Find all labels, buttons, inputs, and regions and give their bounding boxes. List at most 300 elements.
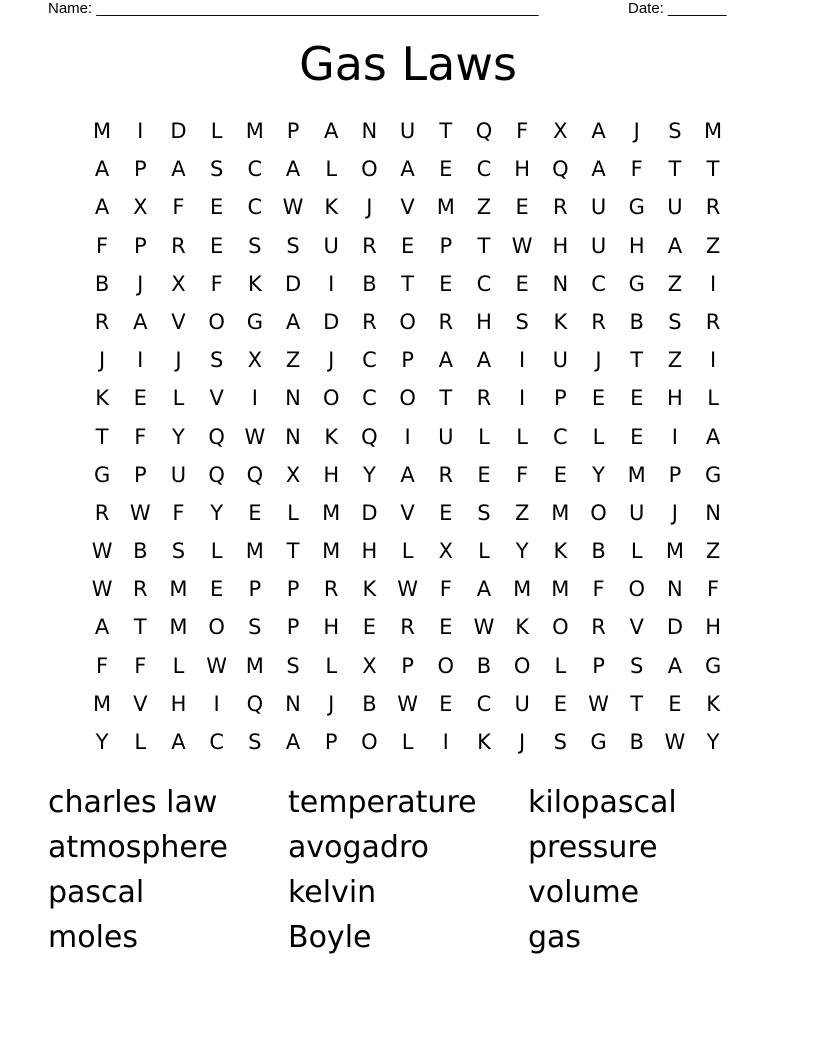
- grid-letter: T: [630, 691, 644, 716]
- grid-letter: S: [668, 309, 682, 334]
- grid-letter: S: [286, 233, 300, 258]
- grid-letter: A: [133, 309, 148, 334]
- grid-letter: A: [667, 653, 683, 678]
- grid-letter: V: [209, 386, 224, 411]
- word-bank-item: volume: [528, 875, 640, 910]
- grid-letter: I: [442, 730, 449, 754]
- grid-letter: K: [324, 195, 339, 220]
- grid-letter: A: [171, 157, 186, 182]
- word-bank-item: pascal: [48, 875, 145, 910]
- grid-letter: H: [667, 386, 683, 411]
- grid-letter: N: [361, 119, 378, 143]
- grid-letter: B: [94, 271, 110, 296]
- date-field-line: Date: _______: [628, 0, 727, 17]
- grid-letter: S: [171, 539, 186, 564]
- grid-letter: L: [210, 119, 223, 143]
- grid-letter: S: [553, 730, 568, 754]
- grid-letter: B: [591, 539, 606, 564]
- grid-letter: E: [439, 500, 453, 525]
- grid-letter: Y: [210, 500, 224, 525]
- grid-letter: O: [552, 615, 569, 640]
- grid-letter: N: [552, 271, 569, 296]
- grid-letter: Y: [362, 462, 376, 487]
- grid-row: [83, 188, 733, 226]
- grid-letter: R: [591, 309, 606, 334]
- grid-letter: Z: [667, 348, 683, 373]
- grid-letter: J: [633, 119, 640, 143]
- grid-letter: Q: [552, 157, 569, 182]
- grid-letter: O: [399, 309, 416, 334]
- grid-letter: K: [362, 577, 377, 602]
- grid-row: [83, 418, 733, 456]
- grid-letter: L: [554, 653, 567, 678]
- grid-letter: J: [175, 348, 182, 373]
- grid-letter: T: [401, 271, 414, 296]
- grid-letter: G: [704, 653, 722, 678]
- grid-letter: H: [476, 309, 492, 334]
- grid-letter: U: [323, 233, 339, 258]
- grid-letter: E: [477, 462, 491, 487]
- grid-letter: P: [324, 730, 338, 754]
- grid-letter: J: [595, 348, 602, 373]
- grid-letter: F: [134, 653, 147, 678]
- grid-letter: W: [206, 653, 228, 678]
- grid-letter: E: [439, 691, 453, 716]
- grid-letter: O: [361, 730, 378, 754]
- grid-letter: M: [436, 195, 455, 220]
- grid-letter: H: [705, 615, 721, 640]
- grid-row: [83, 723, 733, 761]
- grid-letter: C: [362, 348, 377, 373]
- grid-letter: G: [246, 309, 263, 334]
- grid-letter: M: [93, 119, 112, 143]
- grid-letter: O: [437, 653, 455, 678]
- grid-letter: O: [513, 653, 531, 678]
- grid-letter: E: [439, 157, 453, 182]
- word-bank-item: atmosphere: [48, 830, 228, 865]
- word-bank-item: charles law: [48, 785, 218, 820]
- grid-letter: R: [323, 577, 339, 602]
- grid-letter: S: [515, 309, 529, 334]
- grid-letter: D: [666, 615, 683, 640]
- grid-letter: J: [671, 500, 678, 525]
- grid-letter: T: [477, 233, 491, 258]
- grid-letter: P: [286, 119, 300, 143]
- grid-letter: M: [551, 577, 570, 602]
- grid-letter: L: [707, 386, 719, 411]
- grid-row: [83, 150, 733, 188]
- grid-letter: Q: [361, 424, 378, 449]
- grid-letter: C: [247, 195, 263, 220]
- grid-letter: C: [553, 424, 568, 449]
- grid-letter: L: [134, 730, 147, 754]
- grid-letter: H: [628, 233, 645, 258]
- grid-letter: B: [476, 653, 492, 678]
- grid-letter: C: [476, 157, 492, 182]
- word-bank-item: kilopascal: [528, 785, 677, 820]
- grid-letter: M: [551, 500, 570, 525]
- grid-letter: J: [98, 348, 106, 373]
- grid-row: [83, 647, 733, 685]
- grid-letter: P: [286, 577, 300, 602]
- grid-letter: I: [709, 271, 717, 296]
- grid-letter: K: [553, 309, 568, 334]
- grid-letter: L: [478, 539, 490, 564]
- grid-letter: E: [210, 195, 224, 220]
- grid-letter: G: [93, 462, 111, 487]
- grid-letter: W: [397, 691, 418, 716]
- grid-letter: O: [361, 157, 378, 182]
- grid-letter: A: [476, 348, 492, 373]
- grid-row: [83, 494, 733, 532]
- grid-letter: F: [172, 500, 185, 525]
- grid-letter: U: [590, 195, 607, 220]
- grid-letter: Q: [246, 462, 264, 487]
- grid-letter: Q: [246, 691, 264, 716]
- grid-row: [83, 532, 733, 570]
- grid-letter: M: [245, 119, 264, 143]
- grid-letter: M: [665, 539, 684, 564]
- grid-letter: A: [476, 577, 492, 602]
- grid-letter: O: [208, 309, 225, 334]
- grid-letter: K: [706, 691, 720, 716]
- grid-letter: V: [400, 195, 415, 220]
- grid-letter: W: [473, 615, 495, 640]
- grid-letter: S: [477, 500, 491, 525]
- grid-letter: N: [285, 424, 301, 449]
- grid-letter: J: [366, 195, 373, 220]
- grid-letter: F: [172, 195, 185, 220]
- grid-letter: T: [706, 157, 720, 182]
- grid-letter: P: [401, 348, 414, 373]
- grid-letter: K: [324, 424, 339, 449]
- grid-letter: Z: [476, 195, 492, 220]
- grid-letter: Q: [475, 119, 493, 143]
- grid-letter: N: [667, 577, 683, 602]
- grid-letter: S: [286, 653, 300, 678]
- grid-letter: W: [511, 233, 533, 258]
- grid-letter: V: [171, 309, 186, 334]
- grid-letter: I: [404, 424, 411, 449]
- grid-letter: E: [210, 233, 224, 258]
- grid-letter: J: [137, 271, 144, 296]
- grid-letter: M: [322, 539, 341, 564]
- grid-row: [83, 608, 733, 646]
- grid-letter: R: [705, 309, 721, 334]
- grid-letter: M: [704, 119, 723, 143]
- grid-letter: X: [171, 271, 186, 296]
- grid-letter: R: [171, 233, 186, 258]
- grid-letter: U: [590, 233, 607, 258]
- grid-letter: E: [439, 615, 453, 640]
- grid-row: [83, 570, 733, 608]
- grid-letter: I: [519, 386, 526, 411]
- grid-letter: T: [668, 157, 682, 182]
- grid-letter: H: [552, 233, 569, 258]
- word-bank-item: pressure: [528, 830, 658, 865]
- grid-letter: E: [668, 691, 682, 716]
- grid-letter: L: [630, 539, 643, 564]
- grid-letter: A: [94, 157, 110, 182]
- grid-letter: P: [554, 386, 567, 411]
- grid-letter: R: [400, 615, 415, 640]
- grid-letter: U: [438, 424, 454, 449]
- grid-letter: T: [95, 424, 109, 449]
- grid-letter: S: [630, 653, 644, 678]
- grid-letter: O: [208, 615, 225, 640]
- grid-letter: F: [630, 157, 643, 182]
- grid-letter: C: [209, 730, 224, 754]
- grid-letter: A: [438, 348, 453, 373]
- grid-letter: F: [707, 577, 720, 602]
- grid-letter: N: [285, 691, 301, 716]
- grid-letter: U: [552, 348, 569, 373]
- grid-letter: L: [516, 424, 528, 449]
- grid-letter: C: [591, 271, 606, 296]
- grid-letter: K: [515, 615, 530, 640]
- grid-letter: E: [400, 233, 415, 258]
- grid-letter: Q: [208, 462, 225, 487]
- grid-letter: U: [629, 500, 645, 525]
- grid-letter: B: [362, 271, 377, 296]
- word-bank: [48, 780, 768, 960]
- grid-letter: C: [476, 271, 492, 296]
- grid-letter: L: [478, 424, 490, 449]
- grid-row: [83, 227, 733, 265]
- grid-letter: R: [94, 500, 110, 525]
- grid-letter: M: [93, 691, 112, 716]
- grid-letter: V: [400, 500, 415, 525]
- grid-letter: J: [328, 348, 335, 373]
- grid-letter: L: [401, 730, 414, 754]
- grid-letter: W: [397, 577, 418, 602]
- grid-letter: O: [399, 386, 416, 411]
- grid-letter: L: [592, 424, 605, 449]
- grid-letter: F: [516, 462, 529, 487]
- grid-letter: F: [96, 233, 109, 258]
- grid-row: [83, 379, 733, 417]
- grid-letter: P: [133, 233, 147, 258]
- grid-letter: S: [209, 348, 224, 373]
- grid-letter: P: [133, 157, 147, 182]
- grid-letter: H: [323, 615, 340, 640]
- grid-letter: M: [169, 577, 188, 602]
- grid-letter: R: [438, 462, 454, 487]
- grid-letter: M: [513, 577, 532, 602]
- grid-letter: I: [251, 386, 258, 411]
- grid-letter: X: [438, 539, 453, 564]
- grid-letter: D: [323, 309, 340, 334]
- grid-letter: A: [705, 424, 721, 449]
- grid-letter: N: [705, 500, 721, 525]
- grid-letter: J: [519, 730, 526, 754]
- grid-letter: P: [286, 615, 300, 640]
- grid-letter: Y: [515, 539, 529, 564]
- grid-letter: D: [170, 119, 187, 143]
- grid-letter: F: [210, 271, 223, 296]
- grid-letter: R: [438, 309, 454, 334]
- grid-letter: L: [325, 157, 338, 182]
- grid-letter: F: [439, 577, 452, 602]
- grid-letter: L: [401, 539, 414, 564]
- grid-letter: W: [664, 730, 686, 754]
- grid-letter: A: [171, 730, 186, 754]
- grid-letter: Y: [172, 424, 185, 449]
- word-bank-item: temperature: [288, 785, 477, 820]
- word-bank-item: avogadro: [288, 830, 429, 865]
- word-bank-item: gas: [528, 920, 582, 955]
- grid-letter: F: [96, 653, 109, 678]
- grid-row: [83, 456, 733, 494]
- grid-letter: R: [132, 577, 148, 602]
- grid-letter: E: [248, 500, 262, 525]
- grid-letter: I: [671, 424, 678, 449]
- grid-letter: K: [247, 271, 262, 296]
- grid-letter: S: [248, 730, 262, 754]
- grid-letter: M: [245, 653, 264, 678]
- grid-letter: C: [247, 157, 263, 182]
- grid-letter: L: [287, 500, 299, 525]
- grid-letter: D: [284, 271, 302, 296]
- grid-letter: Z: [705, 233, 721, 258]
- grid-letter: P: [439, 233, 453, 258]
- grid-letter: S: [668, 119, 682, 143]
- grid-letter: Y: [706, 730, 720, 754]
- grid-letter: S: [248, 233, 262, 258]
- grid-letter: P: [133, 462, 147, 487]
- grid-letter: B: [629, 309, 644, 334]
- grid-letter: R: [705, 195, 721, 220]
- page-title: Gas Laws: [299, 37, 517, 91]
- grid-letter: B: [362, 691, 377, 716]
- grid-letter: O: [590, 500, 607, 525]
- grid-letter: H: [170, 691, 187, 716]
- grid-letter: E: [630, 424, 644, 449]
- grid-letter: T: [133, 615, 147, 640]
- grid-letter: C: [476, 691, 492, 716]
- grid-letter: H: [361, 539, 378, 564]
- letter-grid: [83, 112, 733, 761]
- grid-letter: A: [591, 157, 606, 182]
- grid-letter: Y: [95, 730, 109, 754]
- grid-letter: W: [91, 539, 113, 564]
- grid-letter: P: [248, 577, 262, 602]
- grid-letter: I: [213, 691, 220, 716]
- grid-letter: F: [516, 119, 529, 143]
- grid-letter: W: [588, 691, 609, 716]
- grid-letter: S: [209, 157, 224, 182]
- grid-letter: U: [667, 195, 683, 220]
- grid-letter: U: [170, 462, 187, 487]
- grid-letter: I: [137, 119, 144, 143]
- grid-letter: G: [628, 195, 645, 220]
- grid-letter: E: [515, 271, 529, 296]
- grid-letter: A: [591, 119, 606, 143]
- grid-letter: P: [592, 653, 605, 678]
- grid-letter: P: [668, 462, 682, 487]
- grid-letter: T: [630, 348, 644, 373]
- grid-letter: W: [282, 195, 304, 220]
- grid-letter: K: [477, 730, 491, 754]
- grid-row: [83, 341, 733, 379]
- grid-letter: R: [362, 233, 377, 258]
- grid-letter: W: [129, 500, 151, 525]
- grid-letter: N: [285, 386, 301, 411]
- grid-letter: F: [592, 577, 605, 602]
- grid-letter: E: [553, 691, 567, 716]
- grid-letter: E: [553, 462, 567, 487]
- grid-letter: E: [362, 615, 377, 640]
- word-bank-item: moles: [48, 920, 138, 955]
- grid-letter: M: [627, 462, 646, 487]
- grid-letter: R: [476, 386, 492, 411]
- grid-letter: Z: [285, 348, 301, 373]
- grid-letter: A: [94, 615, 110, 640]
- grid-letter: T: [439, 119, 453, 143]
- grid-letter: Q: [208, 424, 225, 449]
- grid-letter: I: [519, 348, 526, 373]
- grid-letter: O: [322, 386, 340, 411]
- grid-letter: G: [704, 462, 722, 487]
- grid-letter: U: [514, 691, 530, 716]
- grid-letter: L: [172, 653, 185, 678]
- grid-letter: P: [401, 653, 414, 678]
- grid-letter: D: [361, 500, 378, 525]
- grid-letter: R: [362, 309, 377, 334]
- grid-letter: E: [515, 195, 529, 220]
- grid-letter: A: [285, 157, 301, 182]
- grid-letter: R: [591, 615, 606, 640]
- grid-letter: H: [323, 462, 340, 487]
- grid-letter: X: [362, 653, 377, 678]
- grid-letter: K: [553, 539, 568, 564]
- grid-letter: C: [362, 386, 377, 411]
- grid-letter: X: [133, 195, 148, 220]
- grid-letter: H: [514, 157, 531, 182]
- grid-letter: G: [590, 730, 607, 754]
- grid-letter: X: [247, 348, 263, 373]
- grid-letter: A: [667, 233, 683, 258]
- grid-letter: A: [400, 462, 415, 487]
- grid-letter: L: [172, 386, 185, 411]
- grid-row: [83, 303, 733, 341]
- grid-letter: V: [629, 615, 644, 640]
- word-bank-item: Boyle: [288, 920, 372, 955]
- grid-letter: V: [133, 691, 148, 716]
- grid-letter: B: [133, 539, 148, 564]
- grid-letter: E: [591, 386, 606, 411]
- grid-letter: X: [553, 119, 568, 143]
- grid-letter: B: [629, 730, 644, 754]
- grid-letter: O: [628, 577, 645, 602]
- grid-letter: I: [709, 348, 717, 373]
- grid-letter: A: [94, 195, 110, 220]
- grid-letter: E: [439, 271, 453, 296]
- grid-letter: K: [95, 386, 109, 411]
- grid-letter: S: [248, 615, 262, 640]
- grid-letter: I: [137, 348, 144, 373]
- grid-letter: F: [134, 424, 147, 449]
- grid-letter: R: [94, 309, 110, 334]
- grid-letter: W: [244, 424, 266, 449]
- grid-row: [83, 112, 733, 150]
- grid-letter: I: [328, 271, 335, 296]
- grid-letter: J: [328, 691, 335, 716]
- name-field-line: Name: _____________________________________________________: [48, 0, 539, 17]
- grid-letter: A: [324, 119, 339, 143]
- grid-letter: E: [133, 386, 147, 411]
- grid-letter: A: [285, 730, 301, 754]
